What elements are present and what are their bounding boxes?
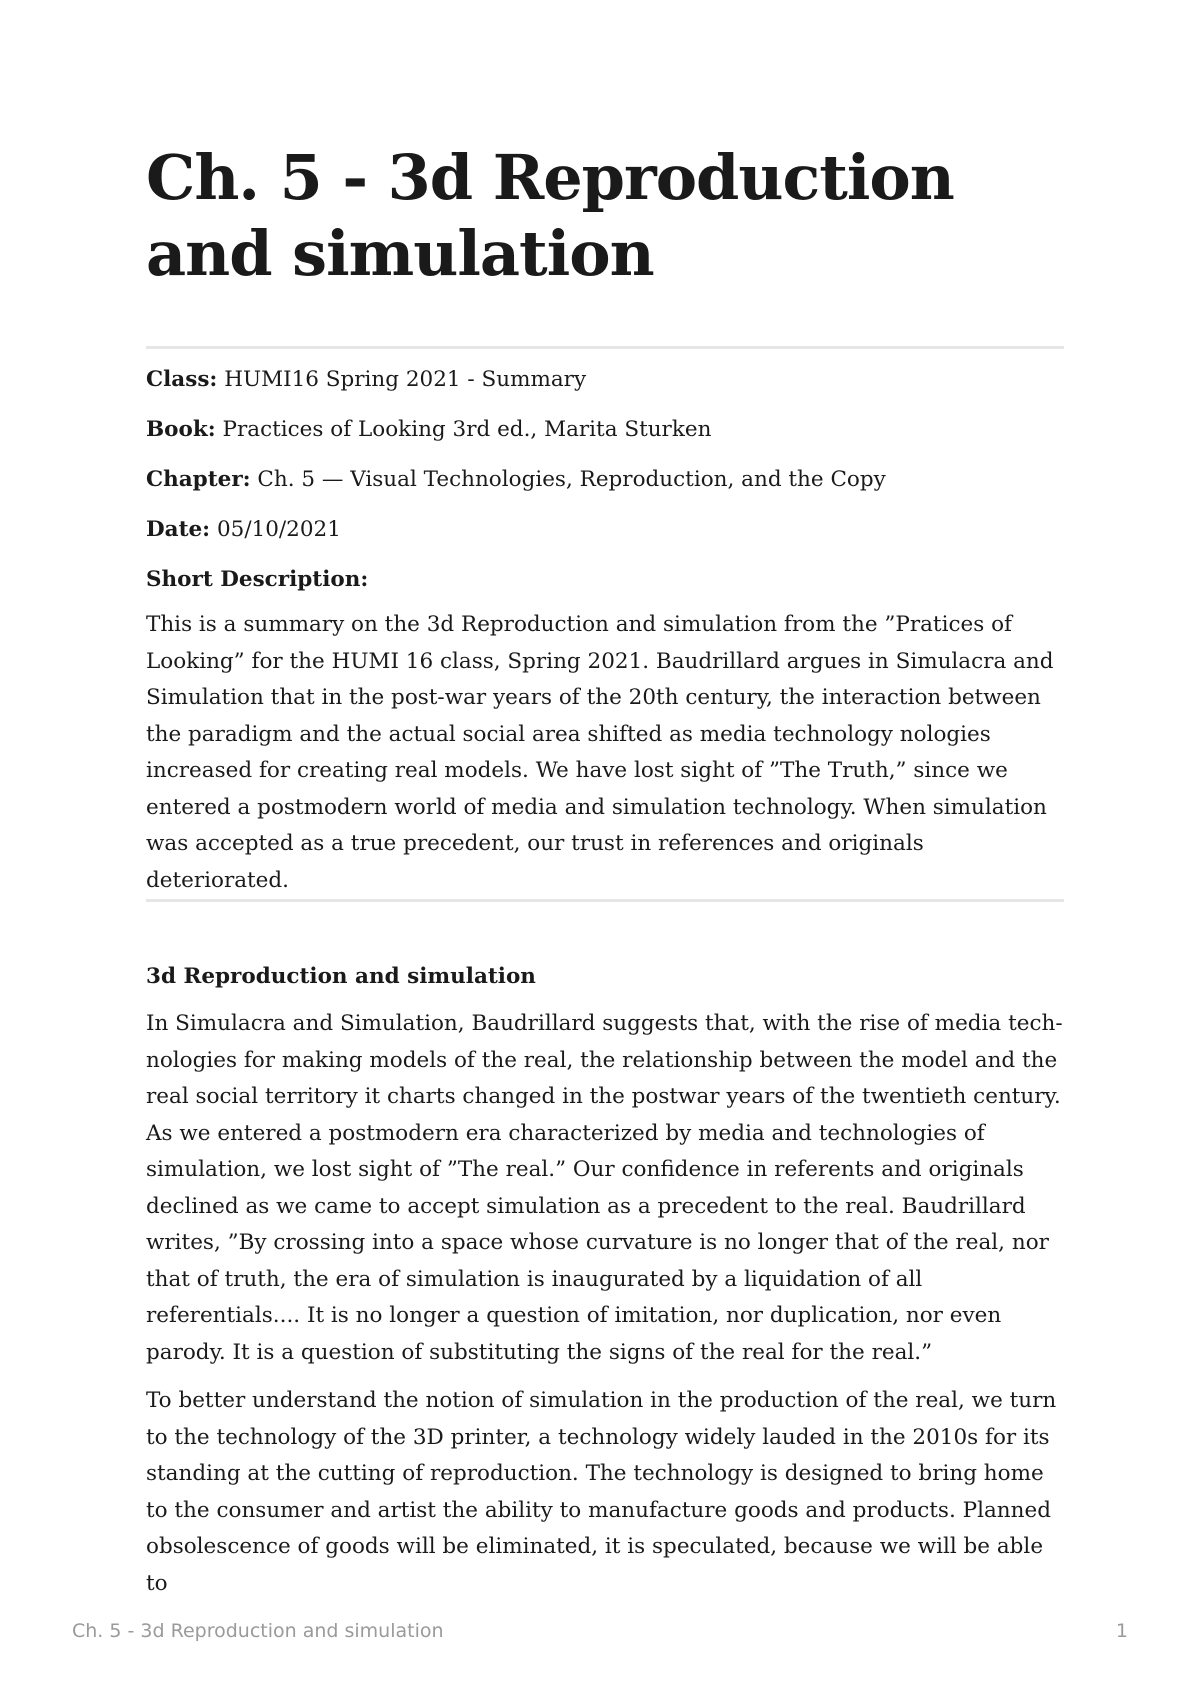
body-paragraph: In Simulacra and Simulation, Baudrillard suggests that, with the rise of media technologies for making models of the real, the relationship between the model and the real social territory it charts changed in the postwar years of the twentieth century. As we entered a postmodern era characterized by media and technologies of simulation, we lost sight of ”The real.” Our confidence in referents and originals declined as we came to accept simulation as a precedent to the real. Baudrillard writes, ”By crossing into a space whose curvature is no longer that of the real, nor that of truth, the era of simulation is inaugurated by a liquidation of all referentials.... It is no longer a question of imitation, nor duplication, nor even parody. It is a question of substituting the signs of the real for the real.” [146, 1011, 1063, 1365]
meta-chapter-value: Ch. 5 — Visual Technologies, Reproduction, and the Copy [250, 467, 886, 492]
meta-book [146, 415, 1064, 445]
body-paragraph: To better understand the notion of simulation in the production of the real, we turn to the technology of the 3D printer, a technology widely lauded in the 2010s for its standing at the cutting of reproduction. The technology is designed to bring home to the consumer and artist the ability to manufacture goods and products. Planned obsolescence of goods will be eliminated, it is speculated, because we will be able to [146, 1388, 1057, 1596]
meta-chapter [146, 465, 1064, 495]
page-footer [72, 1620, 1128, 1642]
title-divider [146, 346, 1064, 349]
meta-class [146, 365, 1064, 395]
meta-short-description-label: Short Description: [146, 567, 369, 592]
summary-divider [146, 899, 1064, 902]
section-heading: 3d Reproduction and simulation [146, 964, 536, 989]
meta-class-label: Class: [146, 367, 218, 392]
meta-book-label: Book: [146, 417, 216, 442]
meta-book-value: Practices of Looking 3rd ed., Marita Sturken [215, 417, 712, 442]
page-title: Ch. 5 - 3d Reproduction and simulation [146, 141, 954, 290]
meta-date-value: 05/10/2021 [210, 517, 341, 542]
metadata-block [146, 365, 1064, 595]
page-number: 1 [1115, 1620, 1128, 1642]
footer-title: Ch. 5 - 3d Reproduction and simulation [72, 1620, 444, 1642]
meta-date [146, 515, 1064, 545]
meta-chapter-label: Chapter: [146, 467, 251, 492]
document-page [146, 140, 1064, 1602]
meta-short-description [146, 565, 1064, 595]
meta-class-value: HUMI16 Spring 2021 - Summary [217, 367, 587, 392]
short-description-text: This is a summary on the 3d Reproduction and simulation from the ”Pratices of Looking” for the HUMI 16 class, Spring 2021. Baudrillard argues in Simulacra and Simulation that in the post-war years of the 20th century, the interaction between the paradigm and the actual social area shifted as media technology nologies increased for creating real models. We have lost sight of ”The Truth,” since we entered a postmodern world of media and simulation technology. When simulation was accepted as a true precedent, our trust in references and originals deteriorated. [146, 612, 1054, 893]
meta-date-label: Date: [146, 517, 211, 542]
